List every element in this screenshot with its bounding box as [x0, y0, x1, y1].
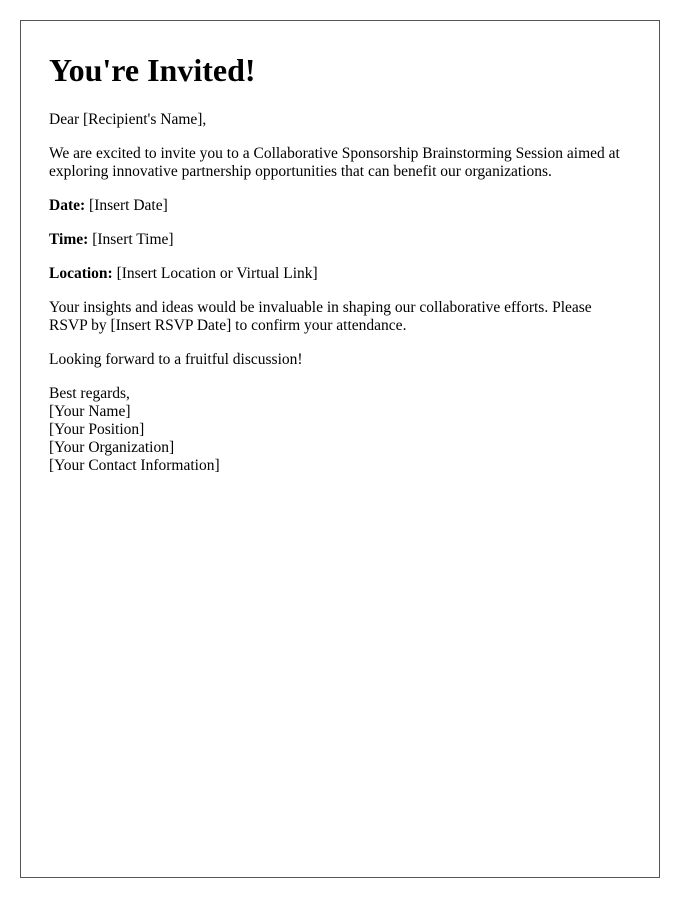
- invitation-letter: [20, 20, 660, 878]
- location-value: [Insert Location or Virtual Link]: [116, 265, 318, 282]
- intro-paragraph: We are excited to invite you to a Collaborative Sponsorship Brainstorming Session aimed at exploring innovative partnership opportunities that can benefit our organizations.: [49, 145, 620, 180]
- greeting: Dear [Recipient's Name],: [49, 111, 207, 128]
- signature-block: [49, 385, 631, 475]
- sender-position: [Your Position]: [49, 421, 145, 438]
- date-line: [49, 197, 631, 215]
- time-value: [Insert Time]: [92, 231, 174, 248]
- sign-off: Best regards,: [49, 385, 130, 402]
- time-label: Time:: [49, 231, 89, 248]
- sender-contact: [Your Contact Information]: [49, 457, 220, 474]
- location-label: Location:: [49, 265, 113, 282]
- date-value: [Insert Date]: [89, 197, 168, 214]
- sender-name: [Your Name]: [49, 403, 131, 420]
- closing-line: Looking forward to a fruitful discussion!: [49, 351, 303, 368]
- letter-title: You're Invited!: [49, 52, 256, 88]
- date-label: Date:: [49, 197, 86, 214]
- time-line: [49, 231, 631, 249]
- location-line: [49, 265, 631, 283]
- rsvp-paragraph: Your insights and ideas would be invaluable in shaping our collaborative efforts. Please RSVP by [Insert RSVP Date] to confirm your attendance.: [49, 299, 592, 334]
- sender-organization: [Your Organization]: [49, 439, 175, 456]
